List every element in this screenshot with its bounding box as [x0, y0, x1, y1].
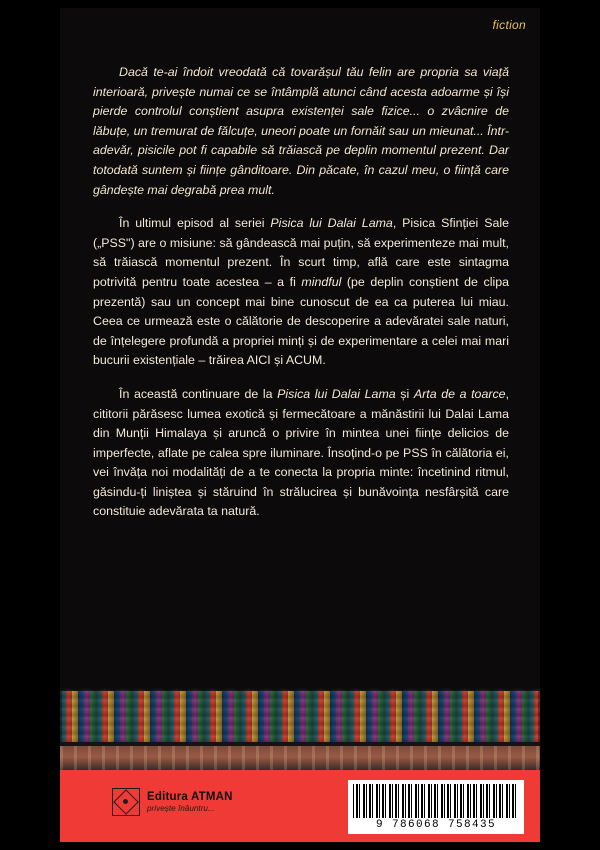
footer-panel	[60, 770, 540, 842]
publisher-block	[112, 788, 233, 816]
blurb-paragraph-2: În ultimul episod al seriei Pisica lui Dalai Lama, Pisica Sfinției Sale („PSS") are o misiune: să gândească mai puțin, să experimenteze mai mult, să trăiască momentul prezent. În scurt timp, află care este sintagma potrivită pentru toate acestea – a fi mindful (pe deplin conștient de clipa prezentă) sau un concept mai bine cunoscut de ea ca puterea lui miau. Ceea ce urmează este o călătorie de descoperire a adevăratei sale naturi, de înțelegere profundă a propriei minți și de experimentare a celei mai mari bucurii existențiale – trăirea AICI și ACUM.	[93, 216, 510, 368]
decorative-border-band	[60, 688, 540, 746]
publisher-tagline: privește înăuntru...	[147, 803, 215, 813]
barcode-bars-icon	[353, 784, 519, 818]
publisher-logo-icon	[112, 788, 140, 816]
publisher-name: Editura ATMAN	[147, 790, 233, 803]
cover-panel	[60, 8, 540, 842]
barcode-number: 9 786068 758435	[375, 819, 497, 831]
band-dot-pattern	[60, 746, 540, 770]
band-pattern-overlay	[60, 688, 540, 746]
decorative-secondary-band	[60, 746, 540, 770]
barcode	[348, 780, 524, 834]
blurb-text	[93, 63, 509, 536]
blurb-paragraph-1: Dacă te-ai îndoit vreodată că tovarășul tău felin are propria sa viață interioară, privește numai ce se întâmplă atunci când acesta adoarme și își pierde controlul conștient asupra existenței sale fizice... o zvâcnire de lăbuțe, un tremurat de fălcuțe, uneori poate un fornăit sau un mieunat... Într-adevăr, pisicile pot fi capabile să trăiască pe deplin momentul prezent. Dar totodată suntem și ființe gânditoare. Din păcate, în cazul meu, o ființă care gândește mai degrabă prea mult.	[93, 65, 509, 197]
genre-label: fiction	[492, 18, 526, 32]
blurb-paragraph-3: În această continuare de la Pisica lui Dalai Lama și Arta de a toarce, cititorii părăsesc lumea exotică și fermecătoare a mănăstirii lui Dalai Lama din Munții Himalaya și aruncă o privire în mintea unei ființe delicios de imperfecte, aflate pe calea spre iluminare. Însoțind-o pe PSS în călătoria ei, vei învăța noi modalități de a te conecta la propria minte: încetinind ritmul, găsindu-ți liniștea și stăruind în strălucirea și bunăvoința nesfârșită care constituie adevărata ta natură.	[93, 386, 510, 519]
publisher-text	[147, 791, 233, 814]
